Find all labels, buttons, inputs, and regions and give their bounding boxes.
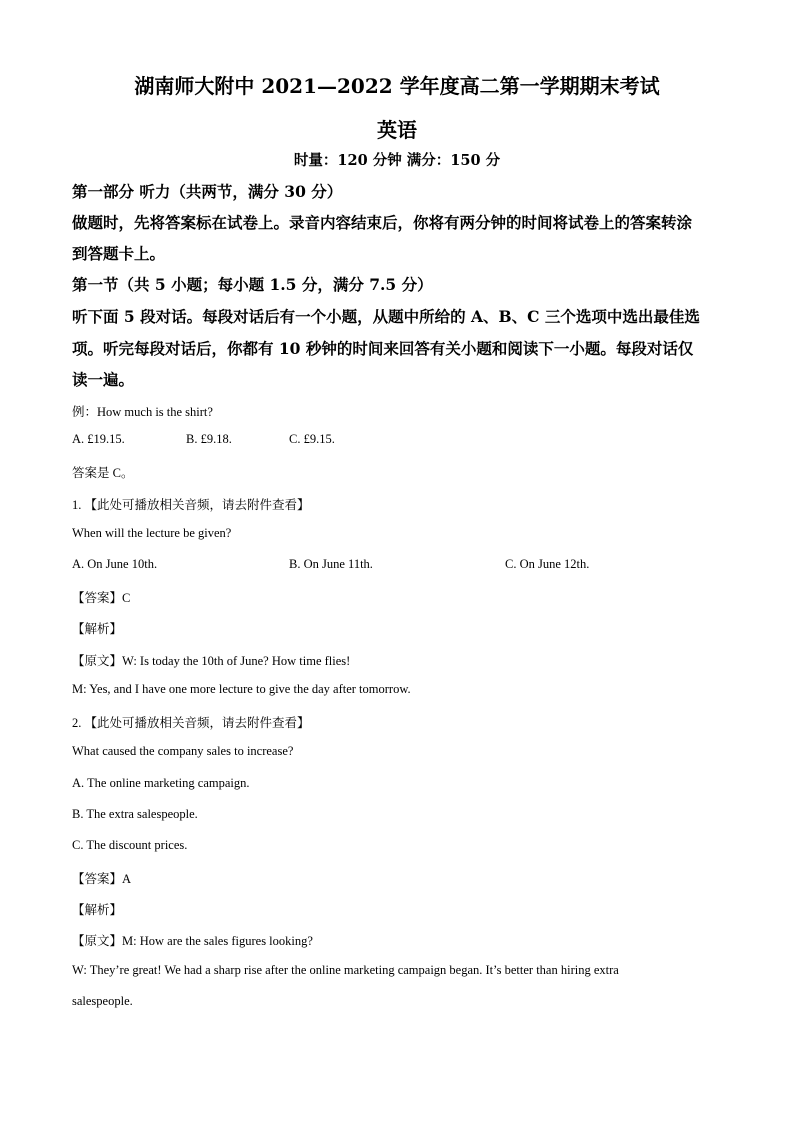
subject-title: 英语 [377, 118, 417, 142]
time-score-line: 时量：120 分钟 满分：150 分 [293, 152, 501, 169]
example-option-c: C. £9.15. [289, 432, 335, 446]
q2-header: 2. 【此处可播放相关音频，请去附件查看】 [72, 716, 310, 730]
q2-question: What caused the company sales to increase? [72, 744, 294, 758]
part1-instruction-line2: 到答题卡上。 [72, 244, 166, 263]
q1-transcript-line2: M: Yes, and I have one more lecture to give the day after tomorrow. [72, 682, 411, 696]
section1-heading: 第一节（共 5 小题；每小题 1.5 分，满分 7.5 分） [72, 275, 433, 294]
example-question: 例：How much is the shirt? [72, 405, 213, 419]
q1-question: When will the lecture be given? [72, 526, 232, 540]
q1-answer: 【答案】C [72, 591, 131, 605]
q2-transcript-line2: W: They’re great! We had a sharp rise after the online marketing campaign began. It’s better than hiring extra [72, 963, 619, 977]
q1-analysis: 【解析】 [72, 622, 123, 636]
q2-option-b: B. The extra salespeople. [72, 807, 198, 821]
section1-instruction-line2: 项。听完每段对话后，你都有 10 秒钟的时间来回答有关小题和阅读下一小题。每段对话仅 [72, 339, 694, 358]
part1-instruction-line1: 做题时，先将答案标在试卷上。录音内容结束后，你将有两分钟的时间将试卷上的答案转涂 [72, 213, 693, 232]
example-option-b: B. £9.18. [186, 432, 232, 446]
q2-option-c: C. The discount prices. [72, 838, 188, 852]
q2-analysis: 【解析】 [72, 903, 123, 917]
q1-header: 1. 【此处可播放相关音频，请去附件查看】 [72, 498, 310, 512]
q2-transcript-line3: salespeople. [72, 994, 133, 1008]
section1-instruction-line1: 听下面 5 段对话。每段对话后有一个小题，从题中所给的 A、B、C 三个选项中选出最佳选 [72, 307, 700, 326]
q1-option-c: C. On June 12th. [505, 557, 590, 571]
q1-option-a: A. On June 10th. [72, 557, 158, 571]
q2-option-a: A. The online marketing campaign. [72, 776, 250, 790]
q1-transcript-line1: 【原文】W: Is today the 10th of June? How time flies! [72, 654, 351, 668]
q2-transcript-line1: 【原文】M: How are the sales figures looking? [72, 934, 313, 948]
example-answer: 答案是 C。 [72, 466, 134, 480]
example-option-a: A. £19.15. [72, 432, 125, 446]
exam-title: 湖南师大附中 2021—2022 学年度高二第一学期期末考试 [134, 74, 660, 98]
q1-option-b: B. On June 11th. [289, 557, 373, 571]
part1-heading: 第一部分 听力（共两节，满分 30 分） [72, 182, 343, 201]
q2-answer: 【答案】A [72, 872, 132, 886]
section1-instruction-line3: 读一遍。 [72, 370, 135, 389]
